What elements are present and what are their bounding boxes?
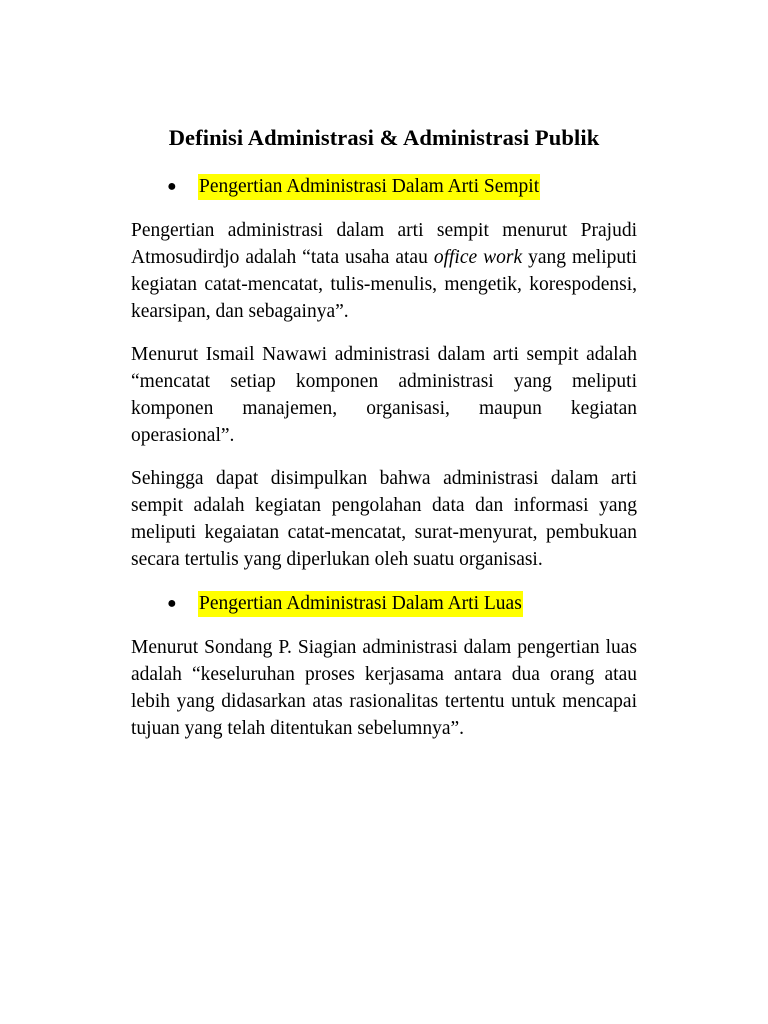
- italic-term: office work: [433, 247, 523, 268]
- bullet-icon: ●: [167, 178, 177, 195]
- paragraph-text: yang meliputi kegiatan catat-mencatat, tulis-menulis, mengetik, korespodensi, kearsipan, dan sebagainya”.: [131, 247, 637, 322]
- paragraph-text: Pengertian administrasi dalam arti sempit menurut Prajudi Atmosudirdjo adalah “tata usaha atau: [131, 220, 637, 268]
- paragraph-siagian: Menurut Sondang P. Siagian administrasi dalam pengertian luas adalah “keseluruhan proses kerjasama antara dua orang atau lebih yang didasarkan atas rasionalitas tertentu untuk mencapai tujuan yang telah ditentukan sebelumnya”.: [131, 637, 637, 739]
- document-title: Definisi Administrasi & Administrasi Publik: [168, 125, 600, 150]
- paragraph-conclusion: Sehingga dapat disimpulkan bahwa administrasi dalam arti sempit adalah kegiatan pengolahan data dan informasi yang meliputi kegaiatan catat-mencatat, surat-menyurat, pembukuan secara tertulis yang diperlukan oleh suatu organisasi.: [131, 468, 637, 570]
- bullet-icon: ●: [167, 595, 177, 612]
- highlighted-heading: Pengertian Administrasi Dalam Arti Luas: [198, 591, 523, 617]
- highlighted-heading: Pengertian Administrasi Dalam Arti Sempit: [198, 174, 540, 200]
- section-heading-sempit: [131, 174, 637, 200]
- paragraph-prajudi: [131, 217, 637, 325]
- section-heading-luas: [131, 591, 637, 617]
- paragraph-nawawi: Menurut Ismail Nawawi administrasi dalam arti sempit adalah “mencatat setiap komponen administrasi yang meliputi komponen manajemen, organisasi, maupun kegiatan operasional”.: [131, 344, 637, 446]
